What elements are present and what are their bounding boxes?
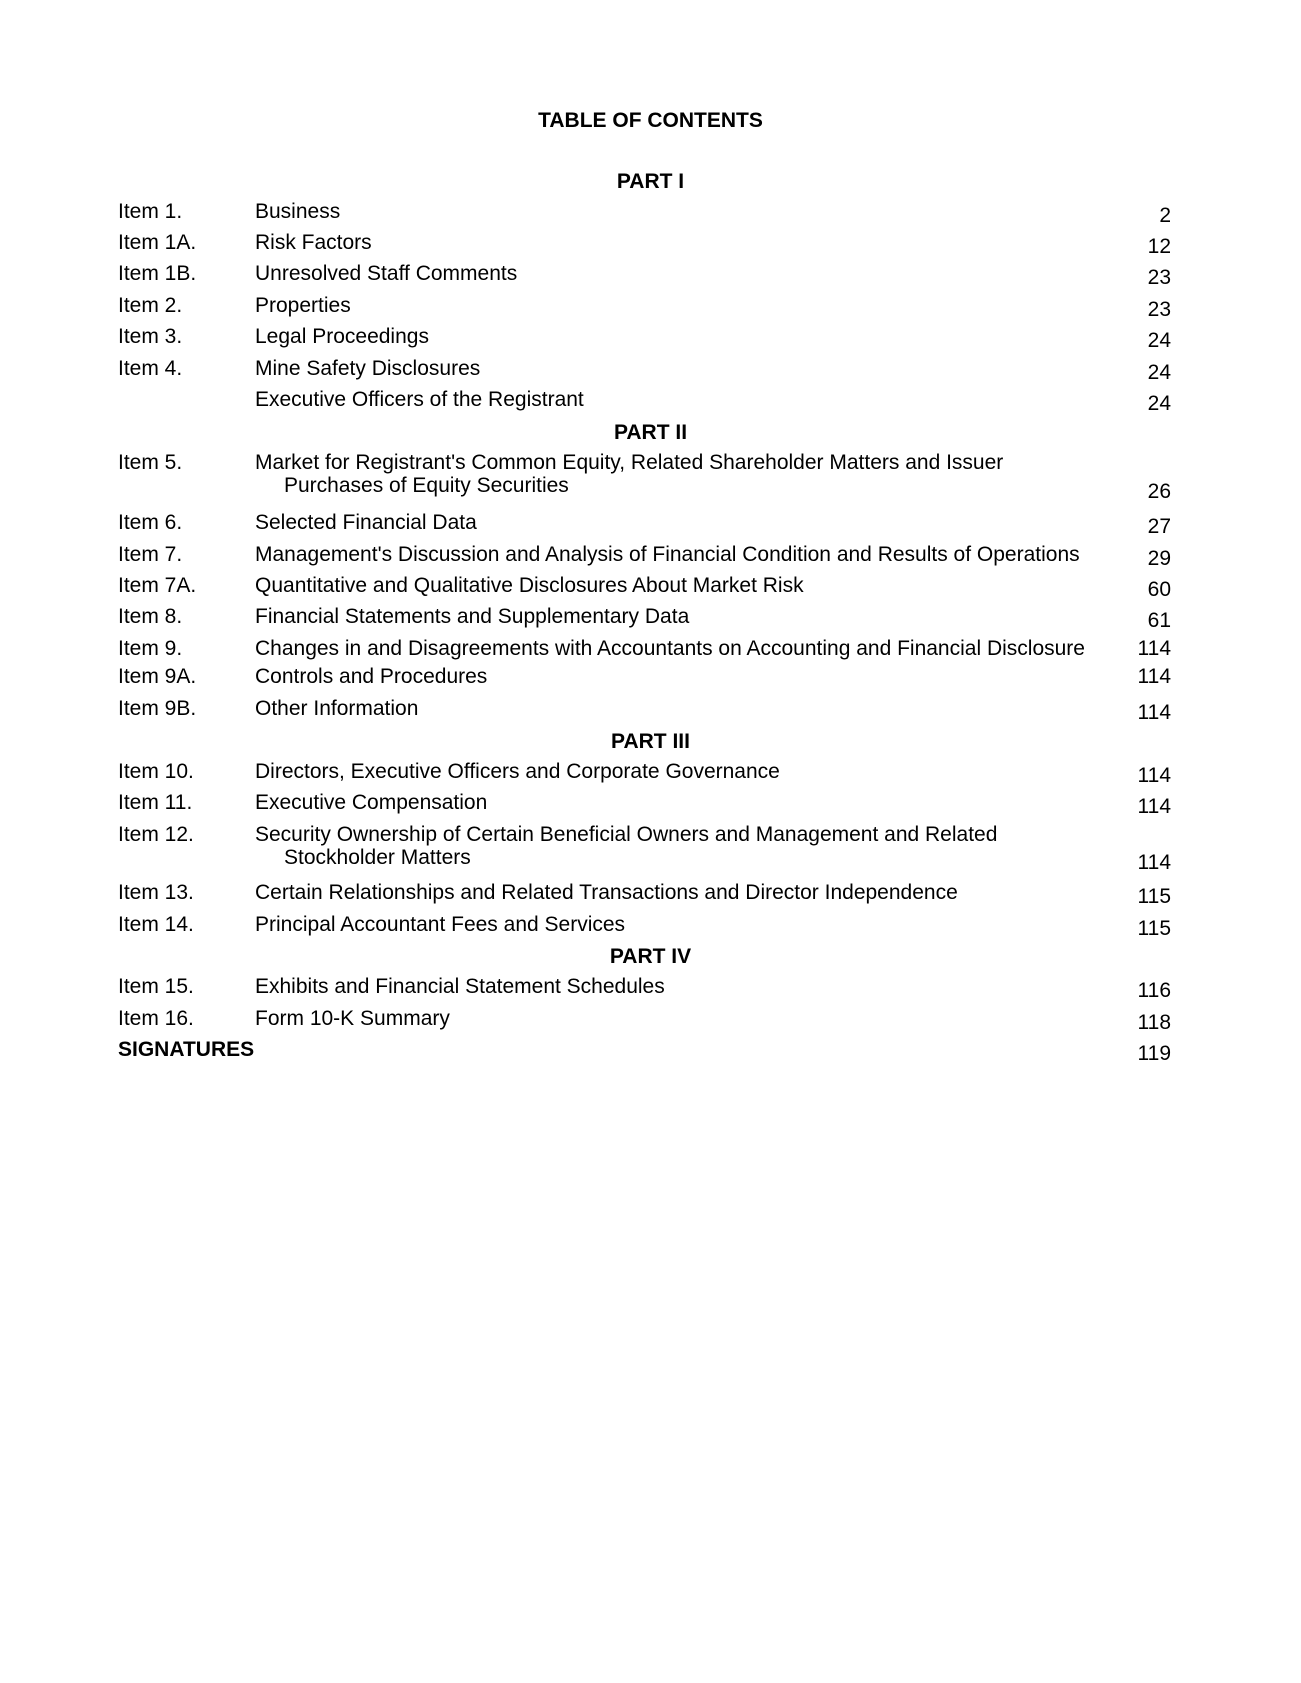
part-heading: PART II [613,421,688,444]
item-title[interactable]: Quantitative and Qualitative Disclosures About Market Risk [255,574,804,597]
item-title[interactable]: Other Information [255,697,419,720]
item-number: Item 9A. [118,665,197,688]
item-number: Item 11. [118,791,193,814]
page-number[interactable]: 60 [1147,578,1171,601]
item-title[interactable]: Principal Accountant Fees and Services [255,913,626,936]
page-number[interactable]: 61 [1147,609,1171,632]
part-heading: PART I [616,170,685,193]
item-title[interactable]: Risk Factors [255,231,372,254]
item-title-continuation: Purchases of Equity Securities [284,474,569,497]
item-title[interactable]: Unresolved Staff Comments [255,262,518,285]
item-number: Item 6. [118,511,183,534]
item-number: Item 13. [118,881,194,904]
part-heading: PART IV [609,945,692,968]
item-number: Item 4. [118,357,183,380]
item-number: Item 9B. [118,697,197,720]
item-title[interactable]: Certain Relationships and Related Transactions and Director Independence [255,881,958,904]
item-title-continuation: Stockholder Matters [284,846,471,869]
item-title[interactable]: Business [255,200,341,223]
item-number: Item 12. [118,823,194,846]
item-number: Item 1B. [118,262,197,285]
page-number[interactable]: 114 [1137,665,1171,688]
item-number: Item 16. [118,1007,194,1030]
item-title[interactable] [255,451,1003,497]
page-number[interactable]: 114 [1137,637,1171,660]
item-title[interactable]: Changes in and Disagreements with Accountants on Accounting and Financial Disclosure [255,637,1085,660]
item-number: Item 8. [118,605,183,628]
part-heading: PART III [611,730,690,753]
page-number[interactable]: 114 [1137,851,1171,874]
item-title[interactable]: Controls and Procedures [255,665,488,688]
item-title[interactable]: Legal Proceedings [255,325,429,348]
page-number[interactable]: 24 [1147,361,1171,384]
page-number[interactable]: 115 [1137,885,1171,908]
page-number[interactable]: 2 [1159,204,1171,227]
item-title[interactable]: Executive Compensation [255,791,488,814]
page-number[interactable]: 114 [1137,764,1171,787]
page-number[interactable]: 24 [1147,329,1171,352]
page-number[interactable]: 116 [1137,979,1171,1002]
page-number[interactable]: 29 [1147,547,1171,570]
page-number[interactable]: 115 [1137,917,1171,940]
item-title[interactable]: Selected Financial Data [255,511,477,534]
item-number: Item 1A. [118,231,197,254]
page-number[interactable]: 119 [1137,1042,1171,1065]
item-number: Item 2. [118,294,183,317]
item-title[interactable]: Properties [255,294,351,317]
item-title-line: Security Ownership of Certain Beneficial Owners and Management and Related [255,823,998,846]
page-number[interactable]: 23 [1147,298,1171,321]
page-number[interactable]: 23 [1147,266,1171,289]
page-number[interactable]: 114 [1137,795,1171,818]
page-number[interactable]: 12 [1147,235,1171,258]
item-title[interactable]: Executive Officers of the Registrant [255,388,584,411]
page-number[interactable]: 118 [1137,1011,1171,1034]
item-number: Item 14. [118,913,194,936]
item-title[interactable] [255,823,997,869]
signatures-label[interactable]: SIGNATURES [118,1038,255,1061]
item-number: Item 9. [118,637,183,660]
item-number: Item 10. [118,760,194,783]
page-number[interactable]: 26 [1147,480,1171,503]
page-title: TABLE OF CONTENTS [538,109,763,132]
item-number: Item 1. [118,200,183,223]
item-number: Item 3. [118,325,183,348]
page-number[interactable]: 24 [1147,392,1171,415]
item-title-line: Market for Registrant's Common Equity, Related Shareholder Matters and Issuer [255,451,1004,474]
item-number: Item 15. [118,975,194,998]
item-title[interactable]: Form 10-K Summary [255,1007,450,1030]
page-number[interactable]: 27 [1147,515,1171,538]
item-title[interactable]: Financial Statements and Supplementary Data [255,605,690,628]
item-title[interactable]: Mine Safety Disclosures [255,357,481,380]
item-number: Item 5. [118,451,183,474]
page-number[interactable]: 114 [1137,701,1171,724]
item-title[interactable]: Management's Discussion and Analysis of Financial Condition and Results of Operations [255,543,1080,566]
item-title[interactable]: Directors, Executive Officers and Corporate Governance [255,760,780,783]
item-number: Item 7. [118,543,183,566]
item-number: Item 7A. [118,574,197,597]
item-title[interactable]: Exhibits and Financial Statement Schedules [255,975,665,998]
